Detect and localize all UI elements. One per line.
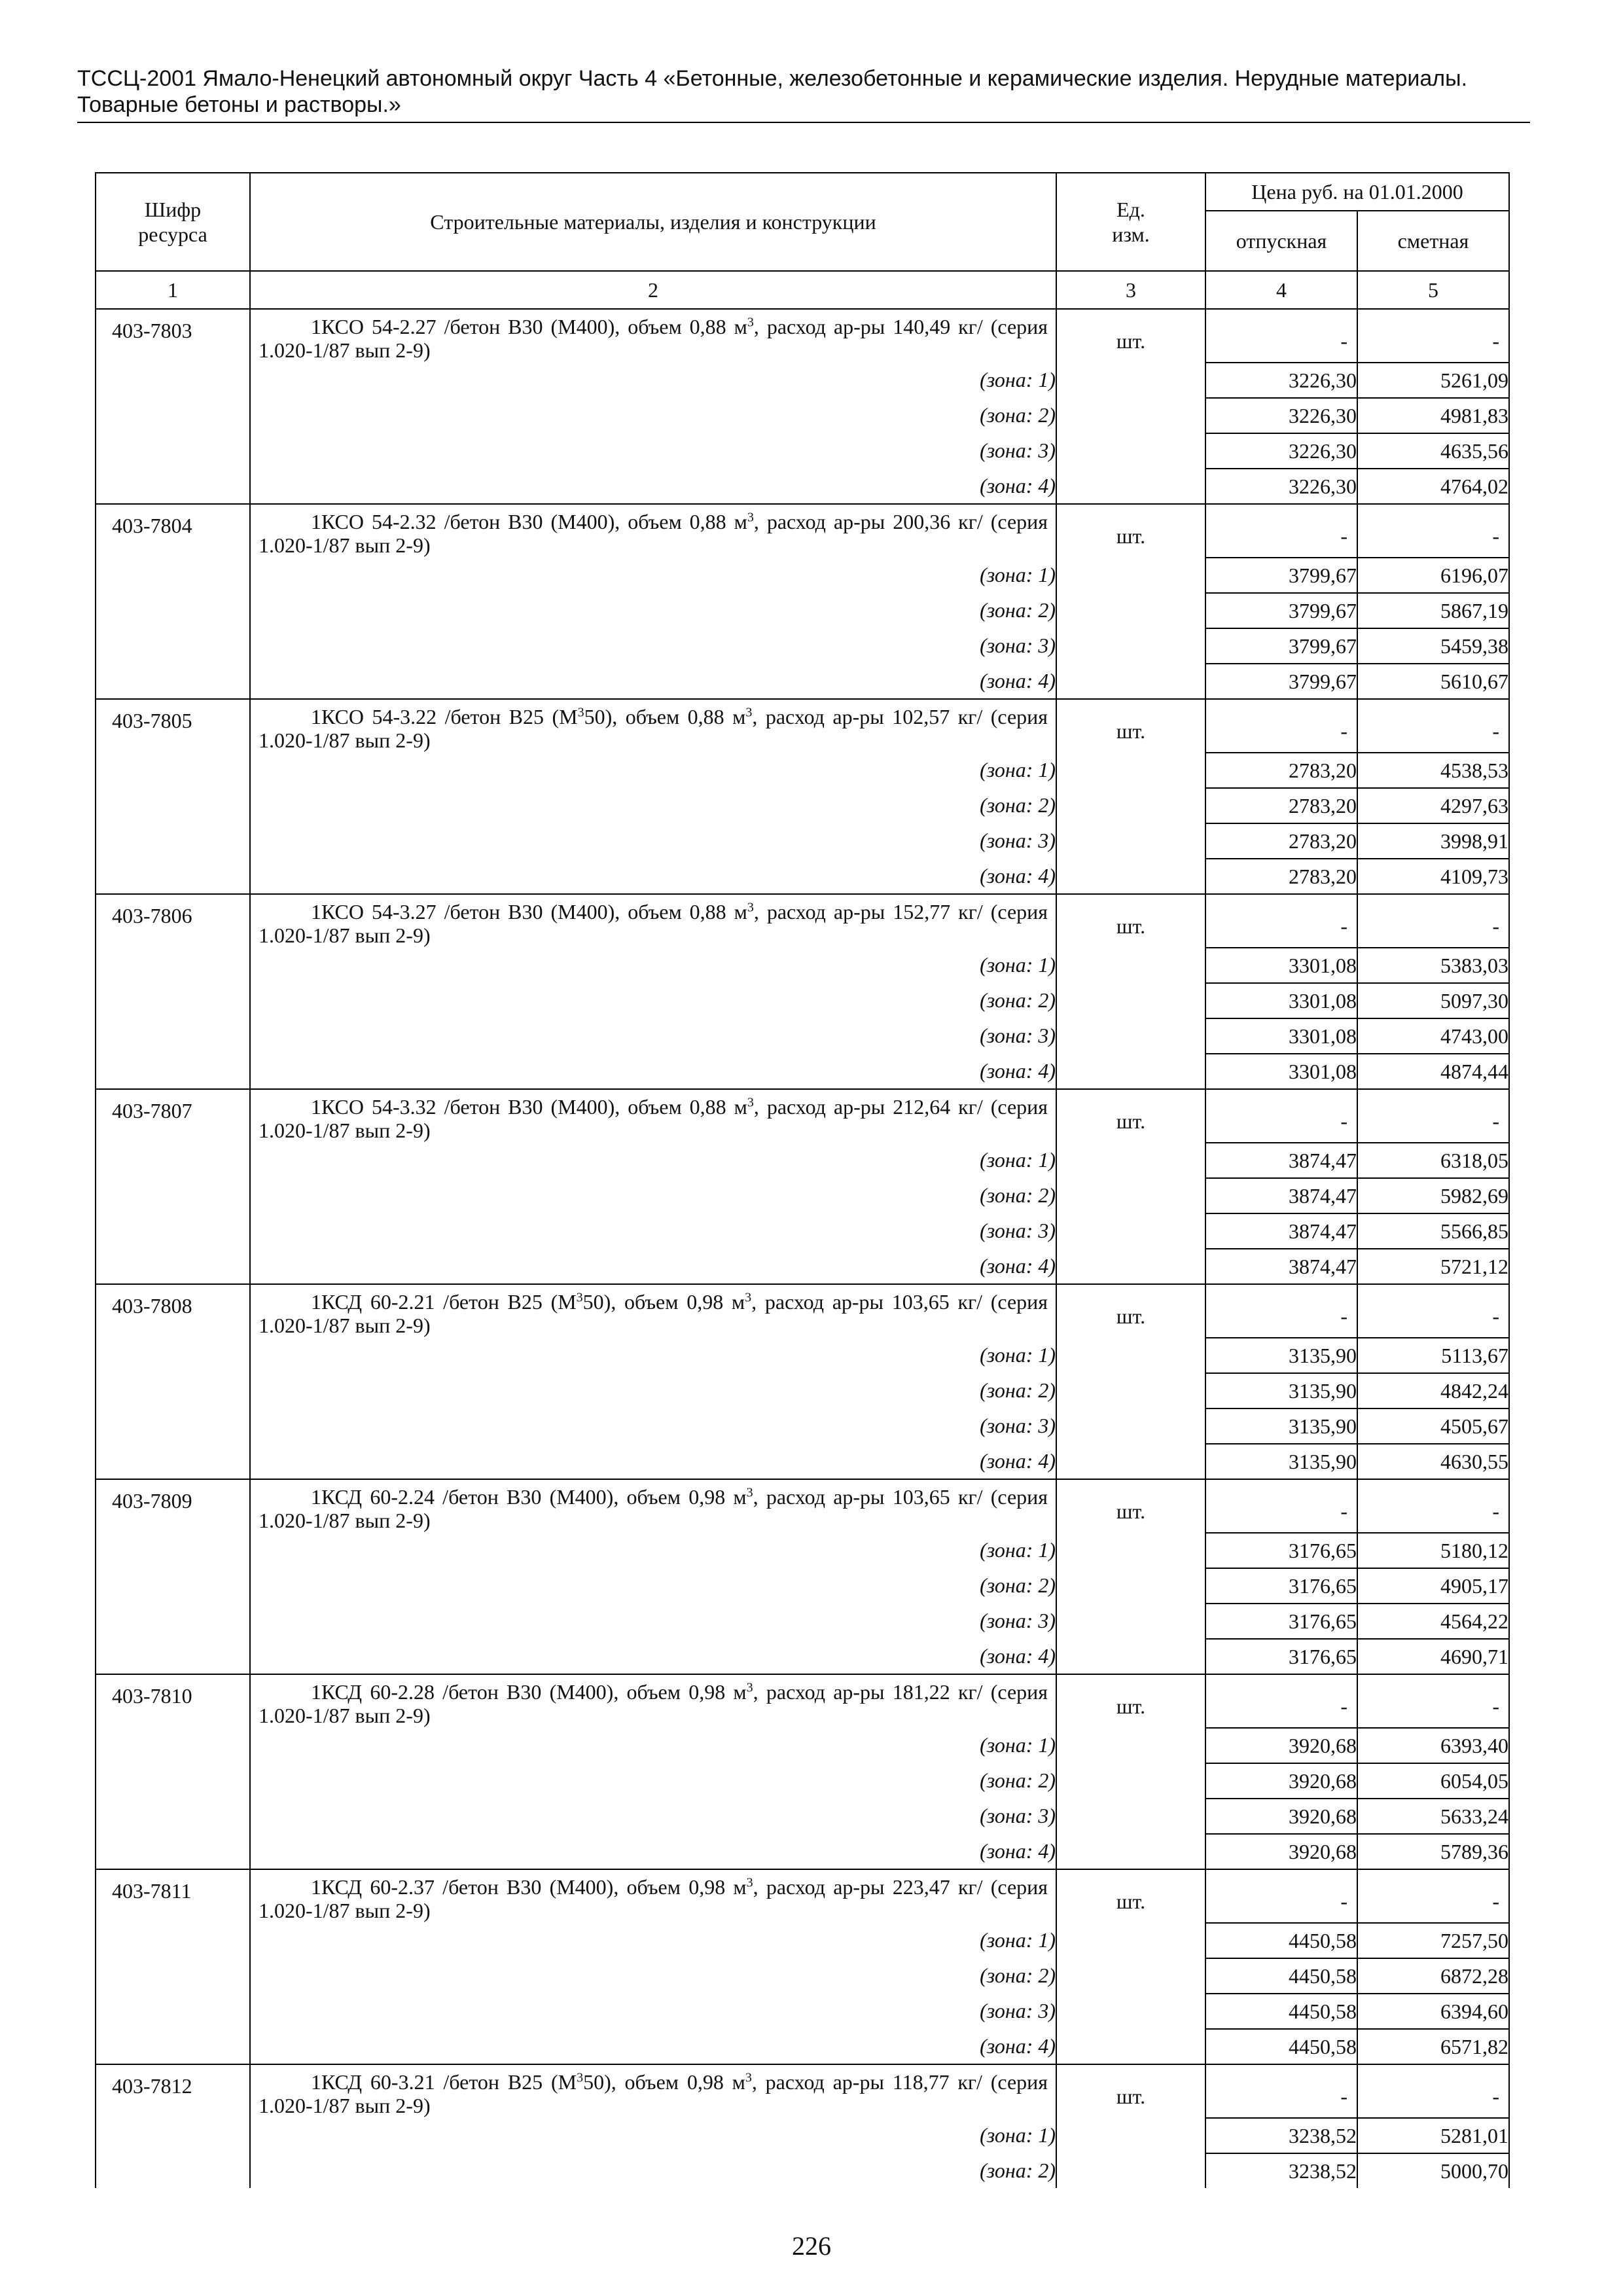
zone-row [96, 1958, 1509, 1994]
table-row [96, 1479, 1509, 1533]
zone-label: (зона: 1) [250, 1533, 1056, 1568]
zone-row [96, 1923, 1509, 1958]
material-name-part: 1КСД 60-3.21 /бетон В25 (М [311, 2070, 577, 2094]
zone-row [96, 948, 1509, 983]
zone-estimate-price: 6571,82 [1357, 2029, 1509, 2064]
zone-estimate-price: 4109,73 [1357, 859, 1509, 894]
material-name-part: , расход ар-ры 103,65 кг/ (серия 1.020-1/87 вып 2-9) [259, 1485, 1048, 1532]
table-row [96, 2064, 1509, 2118]
zone-row [96, 859, 1509, 894]
estimate-price: - [1357, 1674, 1509, 1728]
release-price: - [1205, 894, 1357, 948]
release-price: - [1205, 1089, 1357, 1143]
column-header-name: Строительные материалы, изделия и конструкции [250, 173, 1056, 271]
column-number: 3 [1056, 271, 1205, 309]
zone-label: (зона: 1) [250, 558, 1056, 593]
zone-release-price: 3226,30 [1205, 398, 1357, 433]
zone-estimate-price: 3998,91 [1357, 823, 1509, 859]
material-name-part: , расход ар-ры 103,65 кг/ (серия 1.020-1/87 вып 2-9) [259, 1290, 1048, 1337]
zone-release-price: 3226,30 [1205, 433, 1357, 469]
zone-release-price: 3301,08 [1205, 948, 1357, 983]
zone-label: (зона: 3) [250, 433, 1056, 469]
zone-label: (зона: 3) [250, 1408, 1056, 1444]
release-price: - [1205, 309, 1357, 363]
zone-estimate-price: 4743,00 [1357, 1018, 1509, 1054]
zone-release-price: 3920,68 [1205, 1763, 1357, 1799]
zone-row [96, 1249, 1509, 1284]
unit-cell: шт. [1056, 894, 1205, 1089]
resource-code: 403-7807 [96, 1089, 250, 1284]
header-line-1: ТССЦ-2001 Ямало-Ненецкий автономный округ Часть 4 «Бетонные, железобетонные и керамические изделия. Нерудные материалы. [77, 66, 1468, 91]
column-header-estimate: сметная [1357, 211, 1509, 271]
zone-row [96, 1018, 1509, 1054]
zone-label: (зона: 1) [250, 2118, 1056, 2153]
zone-estimate-price: 4874,44 [1357, 1054, 1509, 1089]
zone-row [96, 1054, 1509, 1089]
zone-label: (зона: 2) [250, 593, 1056, 628]
table-row [96, 1674, 1509, 1728]
zone-label: (зона: 1) [250, 1728, 1056, 1763]
estimate-price: - [1357, 894, 1509, 948]
unit-cell: шт. [1056, 1089, 1205, 1284]
zone-row [96, 1639, 1509, 1674]
material-name-part: , расход ар-ры 140,49 кг/ (серия 1.020-1/87 вып 2-9) [259, 315, 1048, 362]
zone-release-price: 3176,65 [1205, 1568, 1357, 1604]
estimate-price: - [1357, 309, 1509, 363]
zone-release-price: 2783,20 [1205, 823, 1357, 859]
zone-row [96, 1799, 1509, 1834]
zone-label: (зона: 4) [250, 1639, 1056, 1674]
material-name [250, 2064, 1056, 2118]
zone-row [96, 1834, 1509, 1869]
header-divider [77, 122, 1530, 123]
zone-row [96, 823, 1509, 859]
resource-code: 403-7804 [96, 504, 250, 699]
zone-row [96, 1143, 1509, 1178]
zone-row [96, 1178, 1509, 1213]
zone-release-price: 2783,20 [1205, 859, 1357, 894]
zone-label: (зона: 4) [250, 1054, 1056, 1089]
estimate-price: - [1357, 2064, 1509, 2118]
estimate-price: - [1357, 1284, 1509, 1338]
table-row [96, 1089, 1509, 1143]
table-row [96, 504, 1509, 558]
estimate-price: - [1357, 1479, 1509, 1533]
zone-row [96, 753, 1509, 788]
column-header-code: Шифр ресурса [96, 173, 250, 271]
release-price: - [1205, 699, 1357, 753]
material-name-part: , расход ар-ры 181,22 кг/ (серия 1.020-1/87 вып 2-9) [259, 1680, 1048, 1727]
zone-release-price: 4450,58 [1205, 1958, 1357, 1994]
table-row [96, 309, 1509, 363]
table-row [96, 894, 1509, 948]
zone-row [96, 1338, 1509, 1373]
superscript-3: 3 [577, 2070, 584, 2085]
zone-label: (зона: 3) [250, 1994, 1056, 2029]
zone-row [96, 1373, 1509, 1408]
zone-row [96, 1213, 1509, 1249]
resource-code: 403-7805 [96, 699, 250, 894]
zone-row [96, 983, 1509, 1018]
material-name-part: , расход ар-ры 102,57 кг/ (серия 1.020-1/87 вып 2-9) [259, 705, 1048, 752]
zone-row [96, 1994, 1509, 2029]
unit-cell: шт. [1056, 1479, 1205, 1674]
zone-estimate-price: 5566,85 [1357, 1213, 1509, 1249]
column-number: 5 [1357, 271, 1509, 309]
zone-estimate-price: 4505,67 [1357, 1408, 1509, 1444]
zone-release-price: 3176,65 [1205, 1533, 1357, 1568]
zone-estimate-price: 4690,71 [1357, 1639, 1509, 1674]
zone-row [96, 2118, 1509, 2153]
zone-label: (зона: 4) [250, 1249, 1056, 1284]
release-price: - [1205, 1479, 1357, 1533]
material-name-part: 1КСО 54-3.32 /бетон В30 (М400), объем 0,88 м [311, 1095, 747, 1119]
release-price: - [1205, 1284, 1357, 1338]
superscript-3: 3 [747, 510, 754, 525]
unit-cell: шт. [1056, 2064, 1205, 2188]
zone-row [96, 363, 1509, 398]
column-number: 4 [1205, 271, 1357, 309]
zone-estimate-price: 5867,19 [1357, 593, 1509, 628]
price-table [95, 172, 1510, 2188]
material-name [250, 1089, 1056, 1143]
superscript-3: 3 [745, 1290, 752, 1305]
zone-estimate-price: 5000,70 [1357, 2153, 1509, 2188]
resource-code: 403-7806 [96, 894, 250, 1089]
zone-release-price: 3226,30 [1205, 469, 1357, 504]
zone-release-price: 3238,52 [1205, 2153, 1357, 2188]
material-name-part: 50), объем 0,98 м [583, 2070, 745, 2094]
zone-label: (зона: 3) [250, 1799, 1056, 1834]
zone-estimate-price: 5180,12 [1357, 1533, 1509, 1568]
zone-row [96, 2153, 1509, 2188]
zone-row [96, 1444, 1509, 1479]
estimate-price: - [1357, 699, 1509, 753]
zone-release-price: 3920,68 [1205, 1799, 1357, 1834]
header-line-2: Товарные бетоны и растворы.» [77, 92, 401, 117]
material-name-part: 1КСО 54-3.22 /бетон В25 (М [311, 705, 578, 728]
zone-label: (зона: 2) [250, 1178, 1056, 1213]
superscript-3: 3 [747, 900, 754, 915]
column-number: 1 [96, 271, 250, 309]
zone-row [96, 1533, 1509, 1568]
zone-row [96, 1763, 1509, 1799]
material-name-part: 1КСО 54-2.32 /бетон В30 (М400), объем 0,88 м [311, 510, 747, 533]
zone-release-price: 3135,90 [1205, 1444, 1357, 1479]
zone-estimate-price: 5113,67 [1357, 1338, 1509, 1373]
zone-release-price: 3874,47 [1205, 1143, 1357, 1178]
zone-estimate-price: 6393,40 [1357, 1728, 1509, 1763]
zone-release-price: 3301,08 [1205, 1054, 1357, 1089]
zone-label: (зона: 3) [250, 1213, 1056, 1249]
zone-release-price: 3135,90 [1205, 1338, 1357, 1373]
material-name-part: 50), объем 0,88 м [584, 705, 746, 728]
zone-row [96, 788, 1509, 823]
zone-release-price: 3176,65 [1205, 1639, 1357, 1674]
unit-cell: шт. [1056, 309, 1205, 504]
unit-cell: шт. [1056, 1284, 1205, 1479]
zone-estimate-price: 6054,05 [1357, 1763, 1509, 1799]
material-name-part: , расход ар-ры 200,36 кг/ (серия 1.020-1/87 вып 2-9) [259, 510, 1048, 557]
zone-label: (зона: 2) [250, 398, 1056, 433]
unit-cell: шт. [1056, 504, 1205, 699]
zone-estimate-price: 5281,01 [1357, 2118, 1509, 2153]
zone-estimate-price: 5789,36 [1357, 1834, 1509, 1869]
zone-release-price: 3238,52 [1205, 2118, 1357, 2153]
page-header [77, 65, 1530, 118]
page-number: 226 [792, 2231, 831, 2261]
material-name-part: , расход ар-ры 118,77 кг/ (серия 1.020-1/87 вып 2-9) [259, 2070, 1048, 2117]
unit-cell: шт. [1056, 1674, 1205, 1869]
zone-row [96, 469, 1509, 504]
material-name-part: , расход ар-ры 152,77 кг/ (серия 1.020-1/87 вып 2-9) [259, 900, 1048, 947]
material-name-part: 1КСД 60-2.24 /бетон В30 (М400), объем 0,98 м [311, 1485, 747, 1509]
zone-release-price: 3799,67 [1205, 593, 1357, 628]
zone-release-price: 3920,68 [1205, 1834, 1357, 1869]
zone-row [96, 433, 1509, 469]
material-name-part: 50), объем 0,98 м [582, 1290, 745, 1314]
zone-release-price: 3874,47 [1205, 1249, 1357, 1284]
zone-estimate-price: 5633,24 [1357, 1799, 1509, 1834]
zone-estimate-price: 4981,83 [1357, 398, 1509, 433]
superscript-3: 3 [746, 1485, 753, 1500]
zone-label: (зона: 2) [250, 1763, 1056, 1799]
zone-estimate-price: 5261,09 [1357, 363, 1509, 398]
zone-estimate-price: 4764,02 [1357, 469, 1509, 504]
release-price: - [1205, 1674, 1357, 1728]
material-name [250, 699, 1056, 753]
column-header-price: Цена руб. на 01.01.2000 [1205, 173, 1509, 211]
zone-label: (зона: 2) [250, 2153, 1056, 2188]
zone-label: (зона: 1) [250, 1338, 1056, 1373]
zone-label: (зона: 4) [250, 1834, 1056, 1869]
column-number: 2 [250, 271, 1056, 309]
zone-estimate-price: 5610,67 [1357, 664, 1509, 699]
material-name [250, 504, 1056, 558]
zone-row [96, 593, 1509, 628]
zone-label: (зона: 2) [250, 788, 1056, 823]
table-body [96, 309, 1509, 2188]
zone-release-price: 3920,68 [1205, 1728, 1357, 1763]
superscript-3: 3 [746, 1680, 753, 1695]
estimate-price: - [1357, 1089, 1509, 1143]
zone-release-price: 3176,65 [1205, 1604, 1357, 1639]
material-name [250, 1869, 1056, 1923]
zone-label: (зона: 1) [250, 1923, 1056, 1958]
column-header-release: отпускная [1205, 211, 1357, 271]
unit-cell: шт. [1056, 699, 1205, 894]
material-name-part: 1КСО 54-3.27 /бетон В30 (М400), объем 0,88 м [311, 900, 747, 924]
zone-row [96, 2029, 1509, 2064]
resource-code: 403-7809 [96, 1479, 250, 1674]
superscript-3: 3 [745, 705, 753, 720]
zone-release-price: 3874,47 [1205, 1178, 1357, 1213]
zone-release-price: 4450,58 [1205, 1994, 1357, 2029]
zone-row [96, 1408, 1509, 1444]
resource-code: 403-7810 [96, 1674, 250, 1869]
resource-code: 403-7808 [96, 1284, 250, 1479]
zone-label: (зона: 1) [250, 753, 1056, 788]
zone-label: (зона: 4) [250, 2029, 1056, 2064]
zone-label: (зона: 3) [250, 1018, 1056, 1054]
zone-estimate-price: 6872,28 [1357, 1958, 1509, 1994]
zone-label: (зона: 3) [250, 1604, 1056, 1639]
release-price: - [1205, 1869, 1357, 1923]
zone-estimate-price: 5721,12 [1357, 1249, 1509, 1284]
material-name-part: 1КСД 60-2.28 /бетон В30 (М400), объем 0,98 м [311, 1680, 747, 1704]
zone-release-price: 2783,20 [1205, 753, 1357, 788]
zone-label: (зона: 2) [250, 983, 1056, 1018]
material-name-part: , расход ар-ры 223,47 кг/ (серия 1.020-1/87 вып 2-9) [259, 1875, 1048, 1922]
material-name [250, 1479, 1056, 1533]
zone-release-price: 3799,67 [1205, 558, 1357, 593]
superscript-3: 3 [747, 1095, 754, 1110]
zone-estimate-price: 4538,53 [1357, 753, 1509, 788]
zone-label: (зона: 2) [250, 1373, 1056, 1408]
zone-estimate-price: 5982,69 [1357, 1178, 1509, 1213]
material-name-part: , расход ар-ры 212,64 кг/ (серия 1.020-1/87 вып 2-9) [259, 1095, 1048, 1142]
zone-row [96, 558, 1509, 593]
release-price: - [1205, 2064, 1357, 2118]
zone-label: (зона: 1) [250, 1143, 1056, 1178]
zone-release-price: 3874,47 [1205, 1213, 1357, 1249]
material-name-part: 1КСД 60-2.37 /бетон В30 (М400), объем 0,98 м [311, 1875, 747, 1899]
zone-label: (зона: 1) [250, 363, 1056, 398]
zone-release-price: 3135,90 [1205, 1373, 1357, 1408]
zone-label: (зона: 1) [250, 948, 1056, 983]
zone-estimate-price: 6318,05 [1357, 1143, 1509, 1178]
material-name [250, 309, 1056, 363]
zone-estimate-price: 5459,38 [1357, 628, 1509, 664]
zone-row [96, 628, 1509, 664]
zone-estimate-price: 5383,03 [1357, 948, 1509, 983]
zone-estimate-price: 4905,17 [1357, 1568, 1509, 1604]
zone-release-price: 4450,58 [1205, 1923, 1357, 1958]
zone-label: (зона: 4) [250, 1444, 1056, 1479]
material-name [250, 894, 1056, 948]
superscript-3: 3 [746, 1875, 753, 1890]
zone-label: (зона: 4) [250, 859, 1056, 894]
column-header-unit: Ед. изм. [1056, 173, 1205, 271]
zone-estimate-price: 7257,50 [1357, 1923, 1509, 1958]
zone-release-price: 3301,08 [1205, 1018, 1357, 1054]
zone-row [96, 1568, 1509, 1604]
zone-label: (зона: 4) [250, 664, 1056, 699]
zone-release-price: 3301,08 [1205, 983, 1357, 1018]
zone-label: (зона: 3) [250, 823, 1056, 859]
material-name [250, 1674, 1056, 1728]
zone-label: (зона: 2) [250, 1958, 1056, 1994]
zone-row [96, 1604, 1509, 1639]
table-row [96, 1284, 1509, 1338]
zone-release-price: 3135,90 [1205, 1408, 1357, 1444]
table-row [96, 1869, 1509, 1923]
estimate-price: - [1357, 1869, 1509, 1923]
zone-release-price: 3799,67 [1205, 664, 1357, 699]
superscript-3: 3 [577, 705, 584, 720]
zone-row [96, 1728, 1509, 1763]
superscript-3: 3 [747, 315, 754, 330]
material-name [250, 1284, 1056, 1338]
zone-estimate-price: 4842,24 [1357, 1373, 1509, 1408]
superscript-3: 3 [576, 1290, 583, 1305]
zone-estimate-price: 4630,55 [1357, 1444, 1509, 1479]
zone-row [96, 664, 1509, 699]
table-row [96, 699, 1509, 753]
material-name-part: 1КСД 60-2.21 /бетон В25 (М [311, 1290, 577, 1314]
zone-estimate-price: 4564,22 [1357, 1604, 1509, 1639]
zone-estimate-price: 6196,07 [1357, 558, 1509, 593]
zone-label: (зона: 3) [250, 628, 1056, 664]
superscript-3: 3 [745, 2070, 752, 2085]
resource-code: 403-7812 [96, 2064, 250, 2188]
release-price: - [1205, 504, 1357, 558]
zone-estimate-price: 4297,63 [1357, 788, 1509, 823]
zone-release-price: 4450,58 [1205, 2029, 1357, 2064]
zone-estimate-price: 6394,60 [1357, 1994, 1509, 2029]
zone-label: (зона: 2) [250, 1568, 1056, 1604]
zone-row [96, 398, 1509, 433]
resource-code: 403-7811 [96, 1869, 250, 2064]
zone-release-price: 2783,20 [1205, 788, 1357, 823]
zone-label: (зона: 4) [250, 469, 1056, 504]
zone-release-price: 3226,30 [1205, 363, 1357, 398]
estimate-price: - [1357, 504, 1509, 558]
zone-estimate-price: 4635,56 [1357, 433, 1509, 469]
zone-release-price: 3799,67 [1205, 628, 1357, 664]
zone-estimate-price: 5097,30 [1357, 983, 1509, 1018]
resource-code: 403-7803 [96, 309, 250, 504]
unit-cell: шт. [1056, 1869, 1205, 2064]
material-name-part: 1КСО 54-2.27 /бетон В30 (М400), объем 0,88 м [311, 315, 747, 338]
